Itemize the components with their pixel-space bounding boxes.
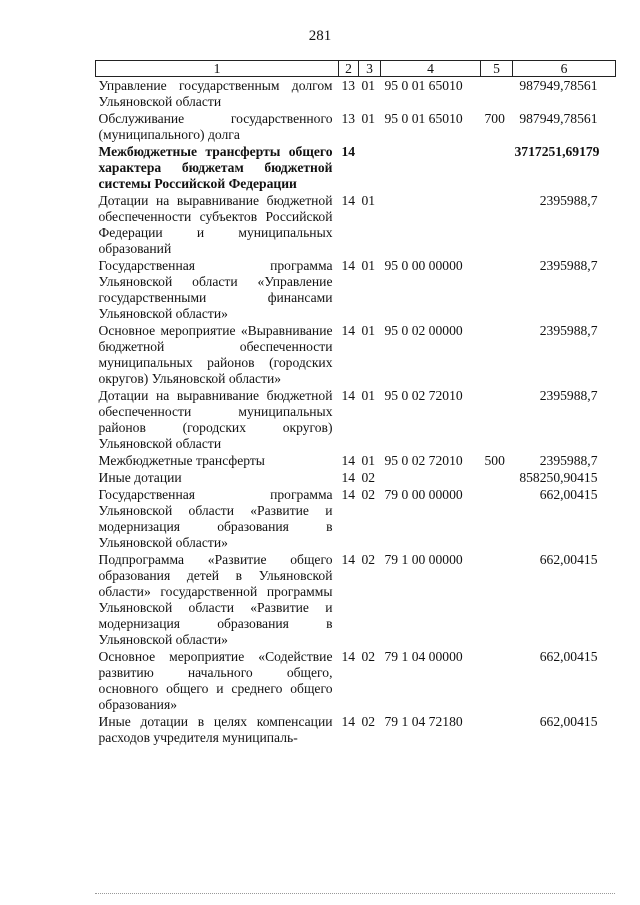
header-col-5: 5 <box>481 61 513 77</box>
row-subsection: 01 <box>361 388 376 403</box>
row-amount: 2395988,7 <box>539 193 598 208</box>
table-row <box>96 648 616 713</box>
row-name: Дотации на выравнивание бюджетной обеспеченности субъектов Российской Федерации и муниципальных образований <box>98 193 333 256</box>
row-subsection: 02 <box>361 552 376 567</box>
row-target-article <box>381 469 481 486</box>
row-expense-type <box>481 257 513 322</box>
row-subsection: 01 <box>361 323 376 338</box>
row-name: Государственная программа Ульяновской области «Управление государственными финансами Ульяновской области» <box>98 258 333 321</box>
row-name: Межбюджетные трансферты общего характера бюджетам бюджетной системы Российской Федерации <box>98 144 333 191</box>
row-amount: 2395988,7 <box>539 453 598 468</box>
row-subsection: 01 <box>361 453 376 468</box>
page-bottom-rule <box>95 893 615 894</box>
row-section: 14 <box>341 388 356 403</box>
row-target-article: 95 0 01 65010 <box>384 111 463 126</box>
row-subsection: 02 <box>361 487 376 502</box>
row-expense-type <box>481 551 513 648</box>
row-name: Основное мероприятие «Содействие развитию начального общего, основного общего и среднего общего образования» <box>98 649 333 712</box>
row-target-article: 79 1 04 72180 <box>384 714 463 729</box>
row-section: 14 <box>341 649 356 664</box>
table-row <box>96 551 616 648</box>
row-expense-type <box>481 648 513 713</box>
row-name: Межбюджетные трансферты <box>98 453 265 468</box>
row-section: 14 <box>341 552 356 567</box>
row-expense-type <box>481 143 513 192</box>
table-row <box>96 486 616 551</box>
header-col-2: 2 <box>339 61 359 77</box>
row-expense-type <box>481 322 513 387</box>
row-section: 14 <box>341 323 356 338</box>
row-target-article: 95 0 01 65010 <box>384 78 463 93</box>
table-row <box>96 143 616 192</box>
row-expense-type <box>481 77 513 111</box>
page-number: 281 <box>308 28 332 44</box>
row-amount: 858250,90415 <box>519 470 598 485</box>
row-name: Основное мероприятие «Выравнивание бюджетной обеспеченности муниципальных районов (городских округов) Ульяновской области» <box>98 323 333 386</box>
row-name: Иные дотации <box>98 470 182 485</box>
row-target-article: 95 0 02 72010 <box>384 388 463 403</box>
row-amount: 2395988,7 <box>539 388 598 403</box>
row-section: 14 <box>341 193 356 208</box>
row-expense-type: 700 <box>484 111 505 126</box>
row-subsection <box>359 143 381 192</box>
table-row <box>96 257 616 322</box>
row-section: 14 <box>341 453 356 468</box>
row-expense-type <box>481 387 513 452</box>
row-target-article: 95 0 02 00000 <box>384 323 463 338</box>
row-target-article: 95 0 00 00000 <box>384 258 463 273</box>
table-header <box>96 61 616 77</box>
row-amount: 987949,78561 <box>519 78 598 93</box>
row-target-article <box>381 192 481 257</box>
row-section: 14 <box>341 144 356 159</box>
row-subsection: 01 <box>361 258 376 273</box>
row-amount: 3717251,69179 <box>514 144 600 159</box>
row-section: 13 <box>341 111 356 126</box>
row-section: 14 <box>341 470 356 485</box>
row-expense-type: 500 <box>484 453 505 468</box>
row-amount: 662,00415 <box>539 649 598 664</box>
row-name: Управление государственным долгом Ульяновской области <box>98 78 333 109</box>
row-amount: 662,00415 <box>539 552 598 567</box>
row-target-article: 79 1 00 00000 <box>384 552 463 567</box>
row-expense-type <box>481 486 513 551</box>
row-expense-type <box>481 713 513 746</box>
table-row <box>96 469 616 486</box>
row-amount: 2395988,7 <box>539 323 598 338</box>
row-amount: 987949,78561 <box>519 111 598 126</box>
row-subsection: 02 <box>361 470 376 485</box>
header-col-6: 6 <box>513 61 616 77</box>
row-name: Иные дотации в целях компенсации расходов учредителя муниципаль- <box>98 714 333 745</box>
row-name: Подпрограмма «Развитие общего образования детей в Ульяновской области» государственной программы Ульяновской области «Развитие и модернизация образования в Ульяновской области» <box>98 552 333 647</box>
table-row <box>96 110 616 143</box>
table-body <box>96 77 616 747</box>
row-expense-type <box>481 192 513 257</box>
header-col-3: 3 <box>359 61 381 77</box>
row-subsection: 02 <box>361 649 376 664</box>
row-subsection: 02 <box>361 714 376 729</box>
table-row <box>96 322 616 387</box>
table-row <box>96 387 616 452</box>
row-section: 13 <box>341 78 356 93</box>
row-target-article <box>381 143 481 192</box>
row-amount: 662,00415 <box>539 487 598 502</box>
row-section: 14 <box>341 714 356 729</box>
row-target-article: 79 1 04 00000 <box>384 649 463 664</box>
row-subsection: 01 <box>361 193 376 208</box>
row-target-article: 79 0 00 00000 <box>384 487 463 502</box>
row-target-article: 95 0 02 72010 <box>384 453 463 468</box>
header-col-4: 4 <box>381 61 481 77</box>
row-subsection: 01 <box>361 111 376 126</box>
row-name: Дотации на выравнивание бюджетной обеспеченности муниципальных районов (городских округов) Ульяновской области <box>98 388 333 451</box>
row-name: Государственная программа Ульяновской области «Развитие и модернизация образования в Ульяновской области» <box>98 487 333 550</box>
row-section: 14 <box>341 258 356 273</box>
table-row <box>96 452 616 469</box>
row-subsection: 01 <box>361 78 376 93</box>
row-amount: 2395988,7 <box>539 258 598 273</box>
table-row <box>96 713 616 746</box>
header-col-1: 1 <box>96 61 339 77</box>
row-name: Обслуживание государственного (муниципального) долга <box>98 111 333 142</box>
table-row <box>96 77 616 111</box>
row-expense-type <box>481 469 513 486</box>
table-row <box>96 192 616 257</box>
row-amount: 662,00415 <box>539 714 598 729</box>
row-section: 14 <box>341 487 356 502</box>
budget-table <box>95 60 616 746</box>
